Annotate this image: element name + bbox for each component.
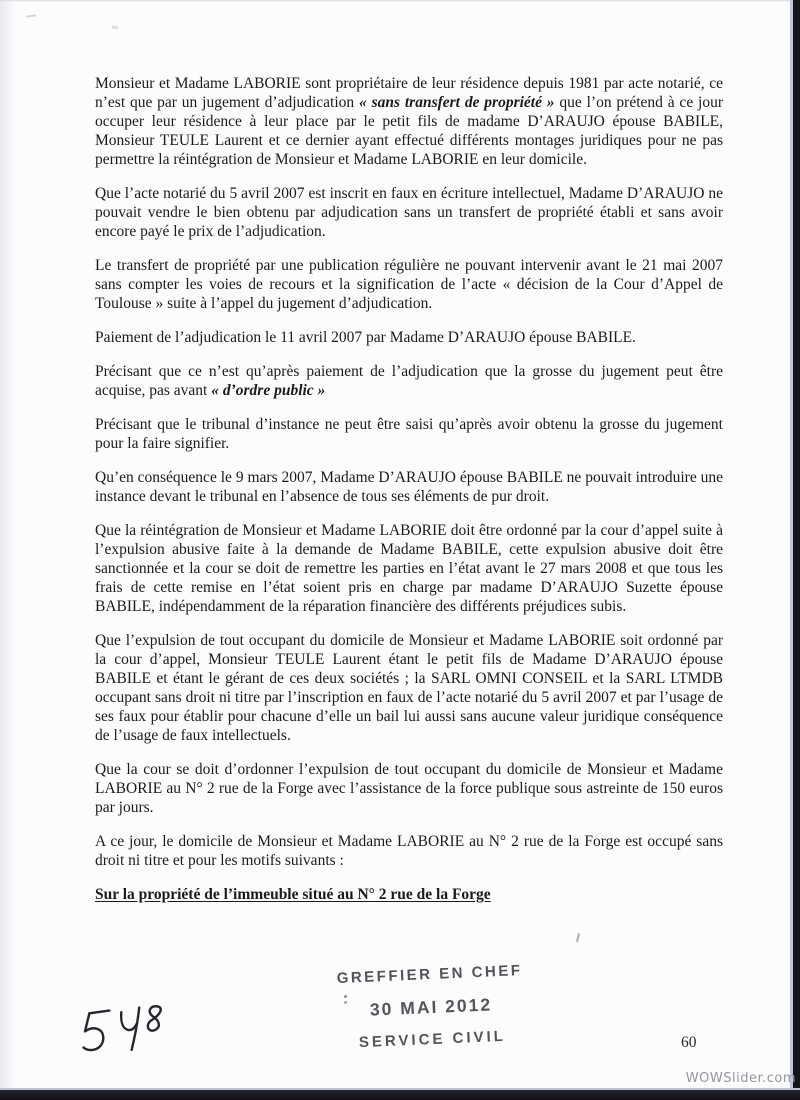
scan-artifact xyxy=(576,933,580,942)
scan-top-edge xyxy=(0,0,800,2)
stamp-service: SERVICE CIVIL xyxy=(358,1027,507,1052)
page-number: 60 xyxy=(681,1034,697,1051)
section-heading: Sur la propriété de l’immeuble situé au N° 2 rue de la Forge xyxy=(95,886,491,903)
paragraph: Paiement de l’adjudication le 11 avril 2007 par Madame D’ARAUJO épouse BABILE. xyxy=(95,329,636,346)
scan-bottom-border xyxy=(0,1090,800,1100)
paragraph: Que l’expulsion de tout occupant du domicile de Monsieur et Madame LABORIE soit ordonné par la cour d’appel, Monsieur TEULE Laurent étant le petit fils de Madame D’ARAUJO épouse BABILE et étant le gérant de ces deux sociétés ; la SARL OMNI CONSEIL et la SARL LTMDB occupant sans droit ni titre par l’inscription en faux de l’acte notarié du 5 avril 2007 et par l’usage de ses faux pour établir pour chacune d’elle un bail lui aussi sans aucune valeur juridique conséquence de l’usage de faux intellectuels. xyxy=(95,632,723,744)
paragraph: Qu’en conséquence le 9 mars 2007, Madame D’ARAUJO épouse BABILE ne pouvait introduire une instance devant le tribunal en l’absence de tous ses éléments de pur droit. xyxy=(95,469,723,505)
paragraph: Précisant que le tribunal d’instance ne peut être saisi qu’après avoir obtenu la grosse du jugement pour la faire signifier. xyxy=(95,416,723,452)
paragraph: Que l’acte notarié du 5 avril 2007 est inscrit en faux en écriture intellectuel, Madame D’ARAUJO ne pouvait vendre le bien obtenu par adjudication sans un transfert de propriété établi et sans avoir encore payé le prix de l’adjudication. xyxy=(95,185,723,240)
scan-artifact xyxy=(26,14,36,17)
paragraph: Le transfert de propriété par une publication régulière ne pouvant intervenir avant le 21 mai 2007 sans compter les voies de recours et la signification de l’acte « décision de la Cour d’Appel de Toulouse » suite à l’appel du jugement d’adjudication. xyxy=(95,257,723,312)
handwritten-number xyxy=(73,998,180,1064)
paragraph: Monsieur et Madame LABORIE sont propriétaire de leur résidence depuis 1981 par acte notarié, ce n’est que par un jugement d’adjudication « sans transfert de propriété » que l’on prétend à ce jour occuper leur résidence à leur place par le petit fils de madame D’ARAUJO épouse BABILE, Monsieur TEULE Laurent et ce dernier ayant effectué différents montages juridiques pour ne pas permettre la réintégration de Monsieur et Madame LABORIE en leur domicile. xyxy=(95,75,723,168)
paragraph: Que la réintégration de Monsieur et Madame LABORIE doit être ordonné par la cour d’appel suite à l’expulsion abusive faite à la demande de Madame BABILE, cette expulsion abusive doit être sanctionnée et la cour se doit de remettre les parties en l’état avant le 27 mars 2008 et que tous les frais de cette remise en l’état soient pris en charge par madame D’ARAUJO Suzette épouse BABILE, indépendamment de la réparation financière des différents préjudices subis. xyxy=(95,522,723,615)
paragraph: Précisant que ce n’est qu’après paiement de l’adjudication que la grosse du jugement peut être acquise, pas avant « d’ordre public » xyxy=(95,363,723,399)
scan-left-shadow xyxy=(0,0,16,1100)
handwritten-digit-4-left xyxy=(121,1012,137,1031)
stamp-date: 30 MAI 2012 xyxy=(369,994,493,1020)
paragraph: A ce jour, le domicile de Monsieur et Madame LABORIE au N° 2 rue de la Forge est occupé sans droit ni titre et pour les motifs suivants : xyxy=(95,833,723,869)
handwritten-digit-5 xyxy=(82,1011,110,1051)
handwritten-digit-8 xyxy=(147,1006,161,1031)
scan-right-border xyxy=(793,0,800,1100)
paragraph: Que la cour se doit d’ordonner l’expulsion de tout occupant du domicile de Monsieur et Madame LABORIE au N° 2 rue de la Forge avec l’assistance de la force publique sous astreinte de 150 euros par jours. xyxy=(95,761,723,816)
stamp-title: GREFFIER EN CHEF xyxy=(336,961,523,988)
watermark-label: WOWSlider.com xyxy=(685,1071,796,1086)
court-stamp xyxy=(334,962,527,1052)
scan-artifact xyxy=(112,26,118,29)
document-body xyxy=(95,74,723,904)
